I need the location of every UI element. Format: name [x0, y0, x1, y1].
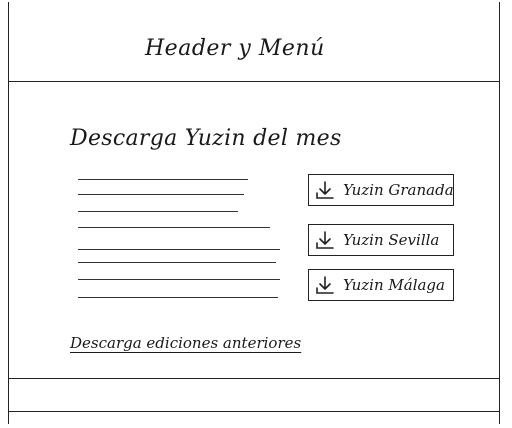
- placeholder-text-line: [78, 262, 276, 263]
- placeholder-text-line: [78, 194, 244, 195]
- download-label: Yuzin Granada: [343, 181, 454, 199]
- placeholder-text-line: [78, 211, 238, 212]
- header-menu-placeholder[interactable]: Header y Menú: [145, 36, 325, 61]
- placeholder-text-line: [78, 227, 270, 228]
- footer-divider-bottom: [8, 411, 500, 412]
- download-icon: [315, 180, 335, 200]
- download-icon: [315, 275, 335, 295]
- previous-editions-link[interactable]: Descarga ediciones anteriores: [70, 334, 302, 352]
- placeholder-text-line: [78, 249, 280, 250]
- download-icon: [315, 230, 335, 250]
- section-title: Descarga Yuzin del mes: [70, 126, 342, 151]
- placeholder-text-line: [78, 179, 248, 180]
- download-sevilla-button[interactable]: [308, 224, 454, 256]
- footer-divider-top: [8, 378, 500, 379]
- placeholder-text-line: [78, 279, 280, 280]
- download-granada-button[interactable]: [308, 174, 454, 206]
- download-label: Yuzin Sevilla: [343, 231, 440, 249]
- placeholder-text-line: [78, 297, 278, 298]
- download-malaga-button[interactable]: [308, 269, 454, 301]
- wireframe-frame: [8, 2, 500, 424]
- download-label: Yuzin Málaga: [343, 276, 445, 294]
- header-divider: [8, 81, 500, 82]
